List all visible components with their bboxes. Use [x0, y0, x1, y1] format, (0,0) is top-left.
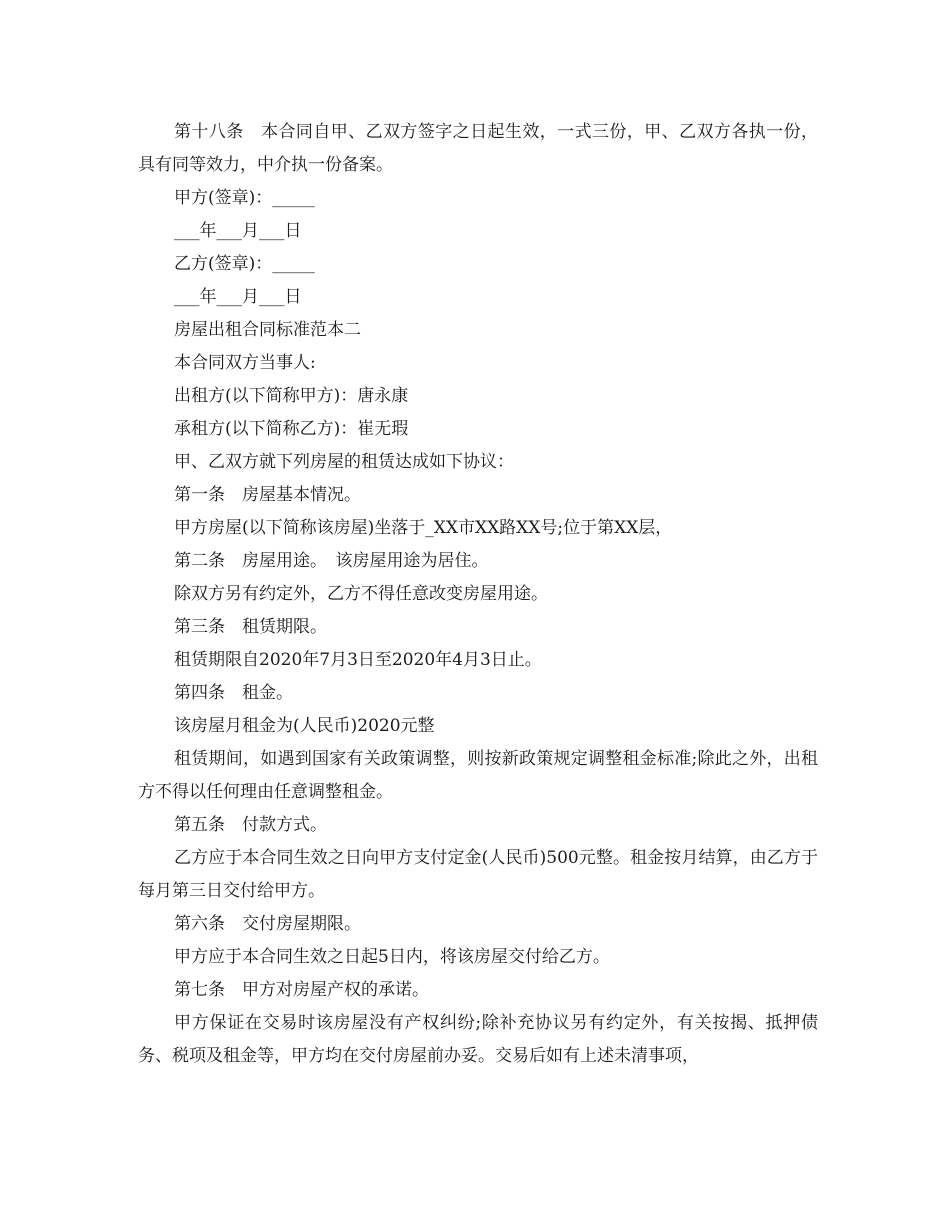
clause-1-body: 甲方房屋(以下简称该房屋)坐落于_XX市XX路XX号;位于第XX层， — [174, 518, 673, 538]
clause-6-body: 甲方应于本合同生效之日起5日内，将该房屋交付给乙方。 — [174, 947, 610, 967]
clause-4-heading: 第四条 租金。 — [174, 683, 293, 703]
agreement-intro: 甲、乙双方就下列房屋的租赁达成如下协议： — [174, 452, 514, 472]
party-b-date: ___年___月___日 — [174, 287, 302, 307]
clause-5-body: 乙方应于本合同生效之日向甲方支付定金(人民币)500元整。租金按月结算，由乙方于每月第三日交付给甲方。 — [138, 848, 818, 901]
clause-18: 第十八条 本合同自甲、乙双方签字之日起生效，一式三份，甲、乙双方各执一份，具有同等效力，中介执一份备案。 — [138, 122, 818, 175]
clause-5-heading: 第五条 付款方式。 — [174, 815, 327, 835]
clause-6-heading: 第六条 交付房屋期限。 — [174, 914, 361, 934]
lessee: 承租方(以下简称乙方)：崔无瑕 — [174, 419, 409, 439]
clause-3-heading: 第三条 租赁期限。 — [174, 617, 327, 637]
clause-1-heading: 第一条 房屋基本情况。 — [174, 485, 361, 505]
clause-4-rent: 该房屋月租金为(人民币)2020元整 — [174, 716, 435, 736]
clause-2-body: 除双方另有约定外，乙方不得任意改变房屋用途。 — [174, 584, 548, 604]
party-a-date: ___年___月___日 — [174, 221, 302, 241]
clause-4-body: 租赁期间，如遇到国家有关政策调整，则按新政策规定调整租金标准;除此之外，出租方不得以任何理由任意调整租金。 — [138, 749, 818, 802]
clause-2-heading: 第二条 房屋用途。 该房屋用途为居住。 — [174, 551, 489, 571]
clause-7-heading: 第七条 甲方对房屋产权的承诺。 — [174, 980, 429, 1000]
party-a-signature: 甲方(签章)：_____ — [174, 188, 315, 208]
party-b-signature: 乙方(签章)：_____ — [174, 254, 315, 274]
section-title: 房屋出租合同标准范本二 — [174, 320, 361, 340]
clause-7-body: 甲方保证在交易时该房屋没有产权纠纷;除补充协议另有约定外，有关按揭、抵押债务、税项及租金等，甲方均在交付房屋前办妥。交易后如有上述未清事项， — [138, 1013, 818, 1066]
clause-3-body: 租赁期限自2020年7月3日至2020年4月3日止。 — [174, 650, 542, 670]
contract-body — [138, 116, 818, 1073]
parties-heading: 本合同双方当事人: — [174, 353, 316, 373]
lessor: 出租方(以下简称甲方)：唐永康 — [174, 386, 409, 406]
